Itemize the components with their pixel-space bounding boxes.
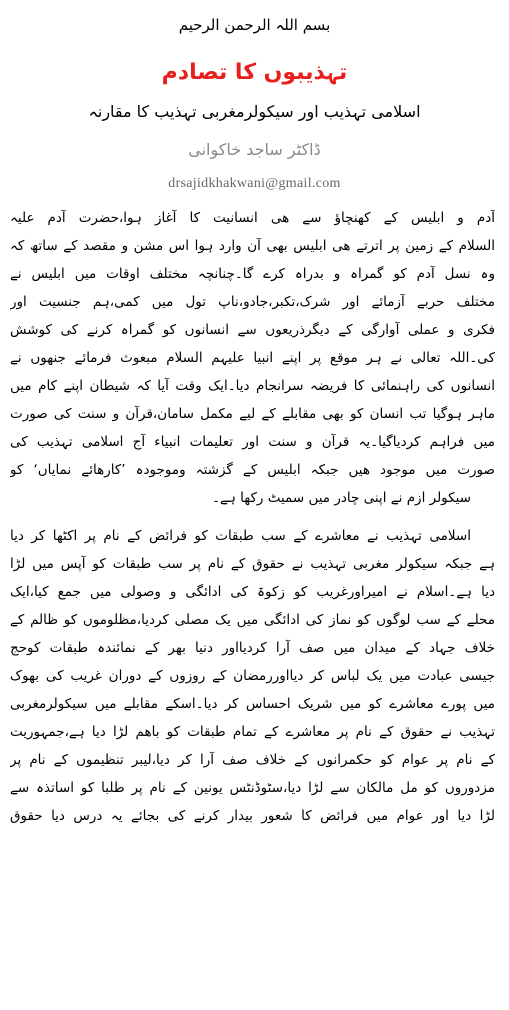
paragraph-2-line: ہے جبکہ سیکولر مغربی تہذیب نے حقوق کے نام پر سب طبقات کو آپس میں لڑا (10, 556, 495, 572)
paragraph-1-line: آدم و ابلیس کے کھنچاؤ سے ھی انسانیت کا آغاز ہوا،حضرت آدم علیہ (10, 210, 495, 226)
paragraph-2-line: مزدوروں کو مل مالکان سے لڑا دیا،سٹوڈنٹس یونین کے نام پر طلبا کو اساتذہ سے (10, 780, 495, 796)
paragraph-1-line: فکری و عملی آوارگی کے دیگرذریعوں سے انسانوں کو گمراہ کرنے کی کوشش (10, 322, 495, 338)
paragraph-1-line: میں فراہم کردیاگیا۔یہ قرآن و سنت اور تعلیمات انبیاء آج اسلامی تہذیب کی (10, 434, 495, 450)
paragraph-2-line: محلے کے سب لوگوں کو نماز کی ادائگی میں یک مصلی کردیا،مظلوموں کو ظالم کے (10, 612, 495, 628)
author-name: ڈاکٹر ساجد خاکوانی (188, 140, 321, 159)
paragraph-2-line: تہذیب نے حقوق کے نام پر معاشرے کے تمام طبقات کو باھم لڑا دیا ہے،جمہوریت (10, 724, 495, 740)
paragraph-2-line: دیا ہے۔اسلام نے امیراورغریب کو زکوۃ کی ادائگی و وصولی میں جمع کیا،ایک (10, 584, 495, 600)
paragraph-2-line: اسلامی تہذیب نے معاشرے کے سب طبقات کو فرائض کے نام پر اکٹھا کر دیا (10, 528, 471, 544)
paragraph-1-line: انسانوں کی راہنمائی کا فریضہ سرانجام دیا۔ایک وقت آیا کہ شیطان اپنے کام میں (10, 378, 495, 394)
paragraph-1-line: مختلف حربے آزمائے اور شرک،تکبر،جادو،ناپ تول میں کمی،ہم جنسیت اور (10, 294, 495, 310)
paragraph-2-line: جیسی عبادت میں یک لباس کر دیااوررمضان کے روزوں کے دوران غریب کی بھوک (10, 668, 495, 684)
paragraph-2-line: میں پورے معاشرے کو میں شریک احساس کر دیا۔اسکے مقابلے میں سیکولرمغربی (10, 696, 495, 712)
paragraph-1-line: صورت میں موجود ھیں جبکہ ابلیس کے گزشتہ وموجودہ ’کارھائے نمایاں‘ کو (10, 462, 495, 478)
paragraph-1-line: وہ نسل آدم کو گمراہ و بدراہ کرے گا۔چنانچہ مختلف اوقات میں ابلیس نے (10, 266, 495, 282)
paragraph-1-line: السلام کے زمین پر اترتے ھی ابلیس بھی آن وارد ہوا اس مشن و مقصد کے ساتھ کہ (10, 238, 495, 254)
paragraph-2-line: لڑا دیا اور عوام میں فرائض کا شعور بیدار کرنے کی بجائے یہ درس دیا حقوق (10, 808, 495, 824)
bismillah-heading: بسم اللہ الرحمن الرحیم (178, 16, 331, 34)
article-title: تہذیبوں کا تصادم (161, 60, 348, 85)
paragraph-1-line: کی۔اللہ تعالی نے ہر موقع پر اپنے انبیا علیہم السلام مبعوث فرمائے جنھوں نے (10, 350, 495, 366)
paragraph-2-line: خلاف جہاد کے میدان میں صف آرا کردیااور دنیا بھر کے نمائندہ طبقات کوحج (10, 640, 495, 656)
paragraph-1-line: ماہر ہوگیا تب انسان کو بھی مقابلے کے لیے مکمل سامان،قرآن و سنت کی صورت (10, 406, 495, 422)
author-email: drsajidkhakwani@gmail.com (168, 176, 341, 191)
article-subtitle: اسلامی تہذیب اور سیکولرمغربی تہذیب کا مقارنہ (88, 102, 421, 121)
paragraph-1-line: سیکولر ازم نے اپنی چادر میں سمیٹ رکھا ہے۔ (212, 490, 471, 506)
paragraph-2-line: کے نام پر عوام کو حکمرانوں کے خلاف صف آرا کر دیا،لیبر تنظیموں کے نام پر (10, 752, 495, 768)
